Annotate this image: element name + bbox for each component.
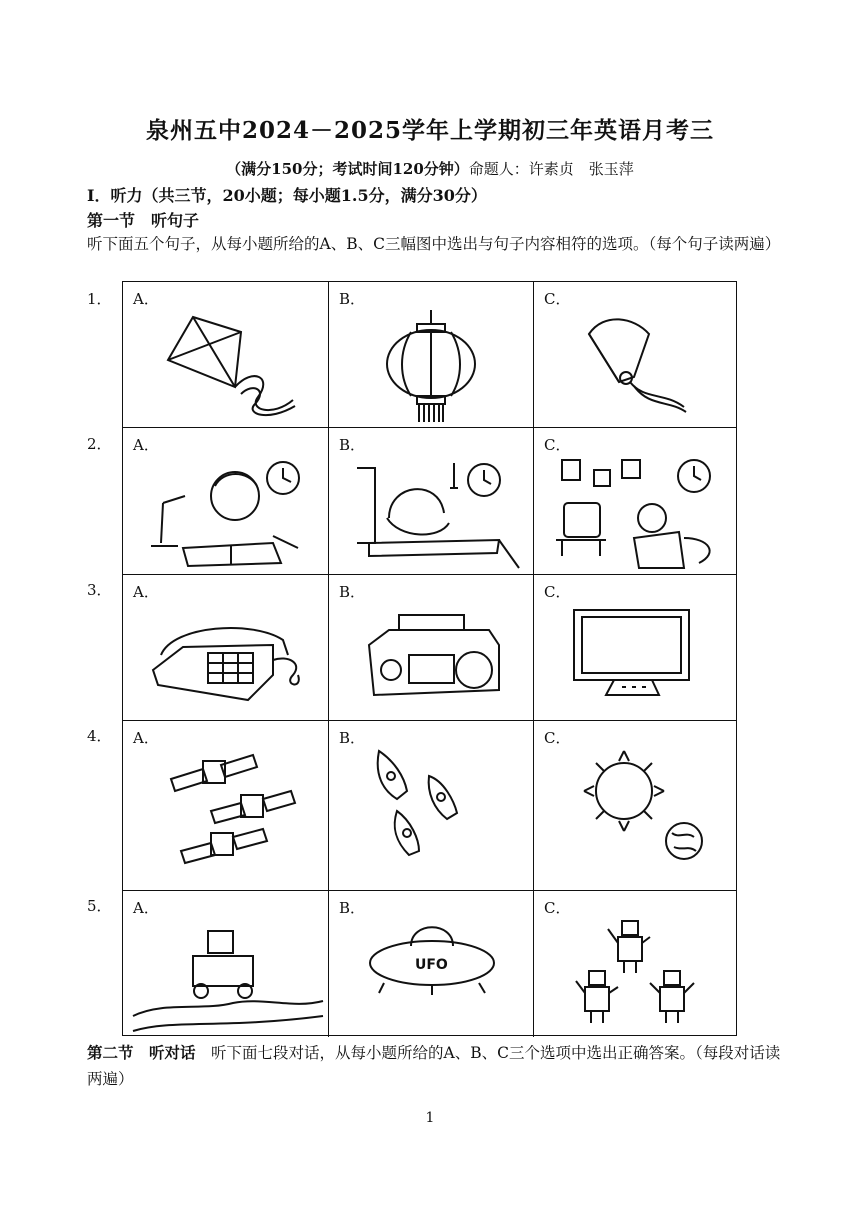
option-cell[interactable] [123,428,328,574]
radio-icon [329,575,534,721]
option-cell[interactable] [123,575,328,720]
section-heading: I．听力（共三节，20小题；每小题1.5分，满分30分） [87,186,487,205]
option-label: B． [339,729,366,747]
page-number: 1 [425,1110,435,1126]
picture-grid [122,281,737,1036]
question-number: 5． [87,897,112,915]
tv-monitor-icon [534,575,738,721]
option-label: C． [544,436,571,454]
option-label: A． [133,290,159,308]
question-number: 2． [87,435,112,453]
part2-instruction: 听下面七段对话，从每小题所给的A、B、C三个选项中选出正确答案。（每段对话读两遍） [87,1044,781,1088]
question-number: 4． [87,727,112,745]
sun-earth-icon [534,721,738,891]
telephone-icon [123,575,328,721]
exam-subtitle [0,158,860,179]
option-label: C． [544,899,571,917]
option-cell[interactable] [533,575,737,720]
option-cell[interactable] [123,721,328,890]
option-cell[interactable] [533,282,737,427]
option-cell[interactable] [328,891,533,1037]
option-label: B． [339,290,366,308]
option-label: C． [544,583,571,601]
option-cell[interactable] [328,721,533,890]
option-cell[interactable] [123,282,328,427]
rockets-icon [329,721,534,891]
option-label: A． [133,583,159,601]
option-cell[interactable] [533,891,737,1037]
question-row [123,427,736,574]
part1-instruction: 听下面五个句子，从每小题所给的A、B、C三幅图中选出与句子内容相符的选项。（每个句子读两遍） [87,235,781,253]
part2-heading: 第二节 听对话 [87,1043,196,1062]
option-label: C． [544,729,571,747]
girl-reading-icon [123,428,328,575]
question-row [123,720,736,890]
kite-icon [123,282,328,427]
option-label: B． [339,436,366,454]
exam-title: 泉州五中2024－2025学年上学期初三年英语月考三 [145,117,715,144]
girl-sleeping-icon [329,428,534,575]
option-cell[interactable] [328,428,533,574]
option-cell[interactable] [533,721,737,890]
part1-heading: 第一节 听句子 [87,211,200,230]
option-label: A． [133,899,159,917]
option-label: B． [339,583,366,601]
question-row [123,890,736,1037]
ufo-icon [329,891,534,1038]
satellites-icon [123,721,328,891]
author-info: 命题人：许素贞 张玉萍 [468,160,634,178]
moon-rover-icon [123,891,328,1038]
option-cell[interactable] [328,575,533,720]
option-label: A． [133,729,159,747]
question-row [123,282,736,427]
sky-lantern-icon [534,282,738,427]
option-label: C． [544,290,571,308]
robots-icon [534,891,738,1038]
score-info: （满分150分；考试时间120分钟） [226,160,469,178]
option-label: A． [133,436,159,454]
option-label: B． [339,899,366,917]
question-number: 3． [87,581,112,599]
lantern-icon [329,282,534,427]
part2-section [87,1040,787,1092]
question-row [123,574,736,720]
option-cell[interactable] [123,891,328,1037]
question-number: 1． [87,290,112,308]
girl-tv-icon [534,428,738,575]
ufo-label: UFO [415,957,448,973]
option-cell[interactable] [328,282,533,427]
option-cell[interactable] [533,428,737,574]
